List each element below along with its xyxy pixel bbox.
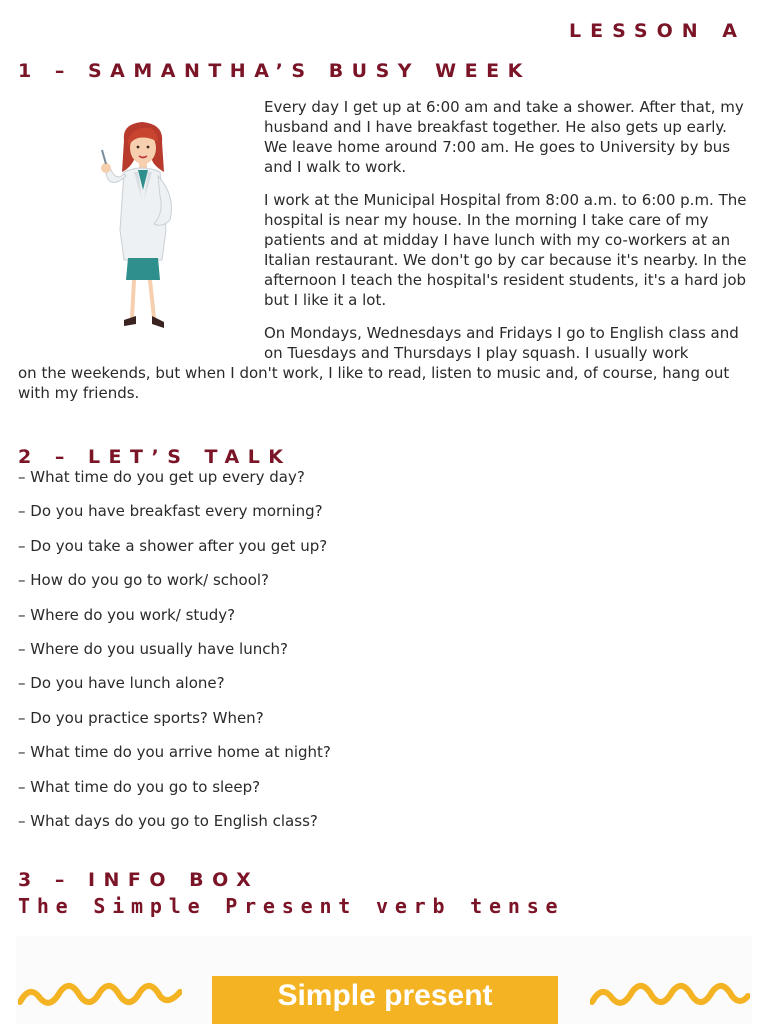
section-3-subtitle: The Simple Present verb tense <box>18 894 565 918</box>
lesson-label: LESSON A <box>569 20 746 42</box>
question-item: – How do you go to work/ school? <box>18 571 270 590</box>
section-1-title: 1 – SAMANTHA’S BUSY WEEK <box>18 60 531 82</box>
question-item: – What time do you get up every day? <box>18 468 305 486</box>
doctor-illustration <box>94 120 190 336</box>
question-item: – What days do you go to English class? <box>18 811 318 830</box>
simple-present-banner: Simple present <box>212 976 558 1024</box>
story-paragraph-3-lead: On Mondays, Wednesdays and Fridays I go to English class and on Tuesdays and Thursdays I play squash. I usually work <box>264 324 739 362</box>
question-item: – Do you practice sports? When? <box>18 708 264 727</box>
wave-decoration-left <box>18 980 182 1006</box>
section-3-title: 3 – INFO BOX <box>18 869 260 891</box>
question-item: – Do you have breakfast every morning? <box>18 502 323 521</box>
story-paragraph-1: Every day I get up at 6:00 am and take a shower. After that, my husband and I have breakfast together. He also gets up early. We leave home around 7:00 am. He goes to University by bus and I walk to work. <box>264 98 744 176</box>
wave-decoration-right <box>590 980 750 1006</box>
question-item: – Where do you work/ study? <box>18 605 236 624</box>
question-item: – Where do you usually have lunch? <box>18 639 288 658</box>
story-paragraph-3-rest: on the weekends, but when I don't work, I like to read, listen to music and, of course, hang out with my friends. <box>18 364 730 402</box>
section-2-title: 2 – LET’S TALK <box>18 446 292 468</box>
question-item: – Do you take a shower after you get up? <box>18 536 328 555</box>
question-item: – Do you have lunch alone? <box>18 674 225 693</box>
question-list <box>18 467 331 845</box>
question-item: – What time do you go to sleep? <box>18 777 261 796</box>
question-item: – What time do you arrive home at night? <box>18 743 331 762</box>
story-paragraph-2: I work at the Municipal Hospital from 8:00 a.m. to 6:00 p.m. The hospital is near my house. In the morning I take care of my patients and at midday I have lunch with my co-workers at an Italian restaurant. We don't go by car because it's nearby. In the afternoon I teach the hospital's resident students, it's a hard job but I like it a lot. <box>264 191 747 309</box>
story-text <box>264 97 754 323</box>
